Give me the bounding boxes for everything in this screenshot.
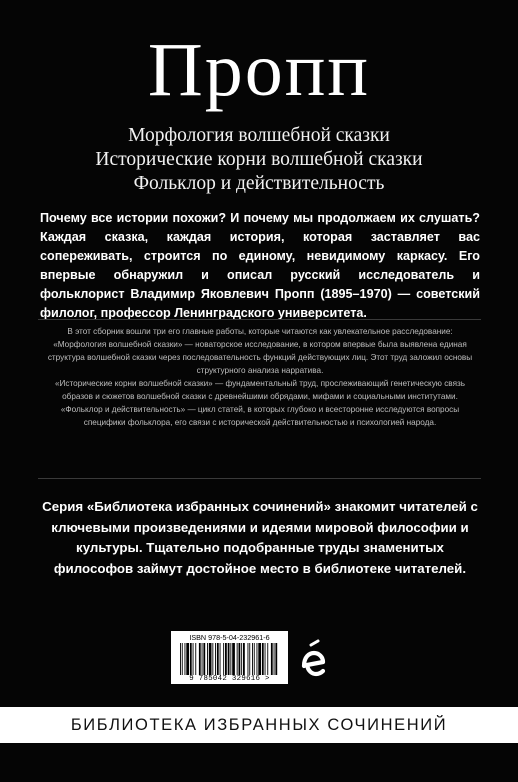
series-footer-band [0, 707, 518, 743]
work-title: Фольклор и действительность [133, 173, 385, 194]
work-title: Морфология волшебной сказки [128, 125, 390, 146]
details-block [40, 325, 480, 429]
isbn-label: ISBN 978-5-04-232961-6 [189, 633, 270, 642]
details-item: «Фольклор и действительность» — цикл статей, в которых глубоко и всесторонне исследуются вопросы специфики фольклора, его связи с исторической действительностью и психологией народа. [60, 405, 460, 427]
details-intro: В этот сборник вошли три его главные работы, которые читаются как увлекательное расследование: [67, 327, 453, 336]
divider-top [38, 319, 481, 320]
eksmo-logo-icon [298, 636, 328, 682]
divider-bottom [38, 478, 481, 479]
details-item: «Морфология волшебной сказки» — новаторское исследование, в котором впервые была выявлена единая структура волшебной сказки через последовательность функций действующих лиц. Этот труд заложил основы структурного анализа нарратива. [47, 340, 473, 375]
barcode-digits: 9 785042 329616 > [189, 675, 270, 683]
author-name: Пропп [147, 28, 371, 112]
details-item: «Исторические корни волшебной сказки» — фундаментальный труд, прослеживающий генетическую связь образов и сюжетов волшебной сказки с древнейшими обрядами, мифами и социальными институтами. [54, 379, 466, 401]
series-description: Серия «Библиотека избранных сочинений» знакомит читателей с ключевыми произведениями и идеями мировой философии и культуры. Тщательно подобранные труды знаменитых философов займут достойное место в библиотеке читателей. [42, 499, 478, 576]
lead-paragraph: Почему все истории похожи? И почему мы продолжаем их слушать? Каждая сказка, каждая история, которая заставляет вас сопереживать, строится по единому, невидимому каркасу. Его впервые обнаружил и описал русский исследователь и фольклорист Владимир Яковлевич Пропп (1895–1970) — советский филолог, профессор Ленинградского университета. [40, 211, 480, 320]
barcode-bars [180, 643, 279, 675]
works-list [0, 124, 518, 196]
barcode-box [171, 631, 288, 684]
work-title: Исторические корни волшебной сказки [95, 149, 423, 170]
series-footer-title: БИБЛИОТЕКА ИЗБРАННЫХ СОЧИНЕНИЙ [70, 715, 448, 734]
